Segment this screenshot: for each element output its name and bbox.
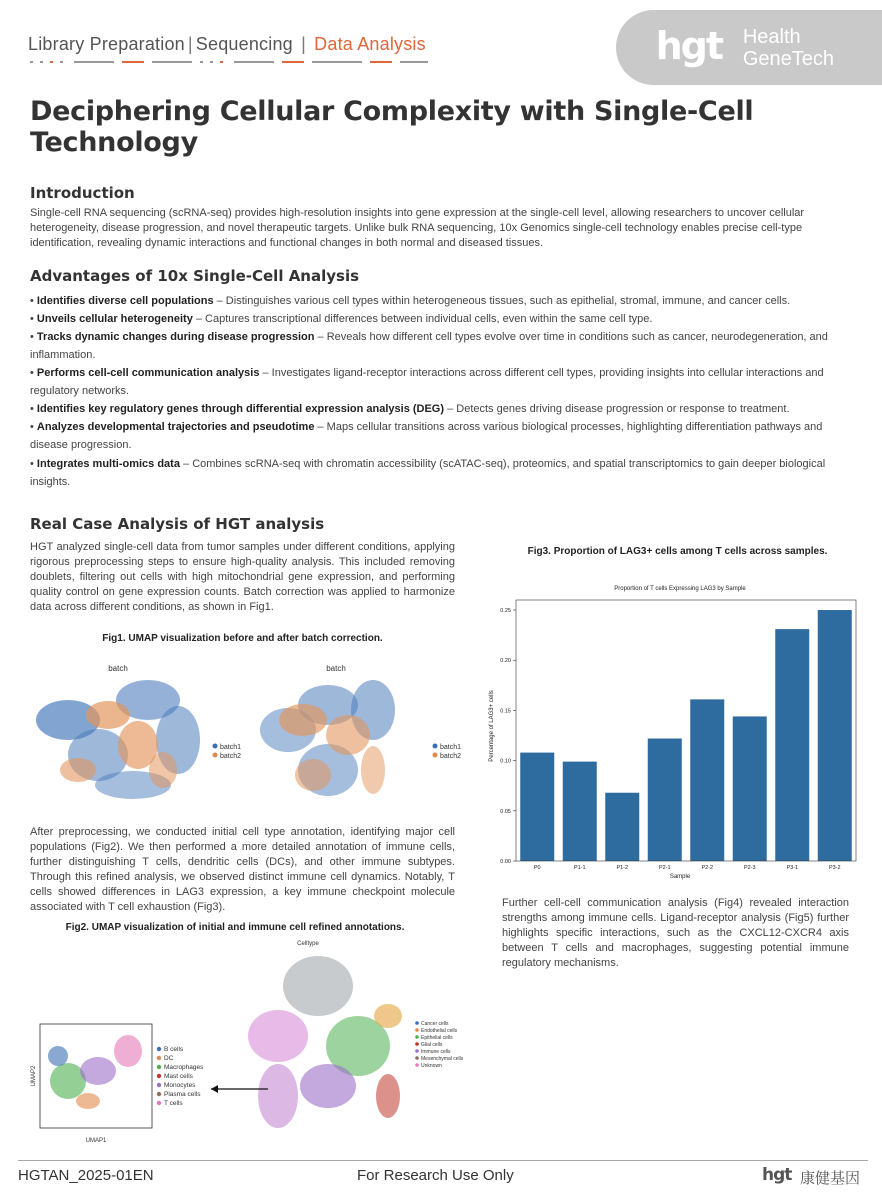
svg-text:Macrophages: Macrophages (164, 1064, 204, 1071)
svg-text:Monocytes: Monocytes (164, 1082, 196, 1089)
fig3-ytick-label: 0.20 (500, 658, 511, 665)
legend-dot-batch1 (433, 744, 438, 749)
fig2-small-umap (40, 1024, 152, 1128)
nav-sep: | (187, 34, 193, 54)
fig3-bar-P2-1 (648, 739, 682, 861)
advantage-item: • Integrates multi-omics data – Combines scRNA-seq with chromatin accessibility (scATAC-seq), proteomics, and spatial transcriptomics to gain deeper biological insights. (30, 458, 826, 488)
fig2-small-legend (157, 1046, 204, 1107)
advantage-item: • Tracks dynamic changes during disease progression – Reveals how different cell types evolve over time in conditions such as cancer, neurodegeneration, and inflammation. (30, 331, 828, 361)
advantage-item: • Analyzes developmental trajectories and pseudotime – Maps cellular transitions across various biological processes, highlighting differentiation pathways and disease progression. (30, 421, 823, 451)
fig3-bar-P1-1 (563, 762, 597, 861)
fig3-bar-P1-2 (605, 793, 639, 861)
case-para-3: Further cell-cell communication analysis (Fig4) revealed interaction strengths among immune cells. Ligand-receptor analysis (Fig5) further highlights specific interactions, such as the CXCL12-CXCR4 axis between T cells and macrophages, suggesting potential immune regulatory mechanisms. (502, 897, 849, 969)
logo-line-1: Health (742, 26, 801, 48)
fig3-ytick-label: 0.15 (500, 708, 511, 715)
fig3-bar-P0 (520, 753, 554, 861)
nav-dash-decoration (30, 60, 430, 64)
fig1-legend-batch2-right: batch2 (440, 753, 462, 760)
logo-line-2: GeneTech (742, 48, 834, 70)
fig1-panel-title-left: batch (108, 664, 128, 673)
advantage-item: • Identifies key regulatory genes through differential expression analysis (DEG) – Detects genes driving disease progression or response to treatment. (30, 403, 790, 415)
company-logo-text (743, 26, 834, 70)
fig3-ytick-label: 0.00 (500, 859, 511, 865)
fig3-xtick-label: P3-2 (828, 865, 841, 871)
nav-sequencing: Sequencing (195, 34, 293, 54)
fig3-xtick-label: P2-1 (658, 865, 671, 871)
fig3-xtick-label: P1-1 (573, 865, 586, 871)
advantages-heading: Advantages of 10x Single-Cell Analysis (30, 267, 360, 285)
fig2-caption: Fig2. UMAP visualization of initial and immune cell refined annotations. (65, 922, 405, 933)
fig1-legend-batch1-right: batch1 (440, 744, 462, 751)
fig3-ytick-label: 0.25 (500, 608, 511, 615)
fig3-ylabel: Percentage of LAG3+ cells (489, 690, 495, 762)
fig3-caption: Fig3. Proportion of LAG3+ cells among T cells across samples. (527, 546, 828, 557)
fig3-xtick-label: P0 (533, 865, 541, 871)
advantage-item: • Performs cell-cell communication analysis – Investigates ligand-receptor interactions across different cell types, providing insights into cellular interactions and regulatory networks. (30, 367, 824, 397)
hgt-logo-mark: hgt (655, 24, 722, 68)
svg-text:Unknown: Unknown (421, 1063, 442, 1069)
nav-sep: | (301, 34, 306, 54)
svg-text:Glial cells: Glial cells (421, 1042, 443, 1048)
fig3-xtick-label: P2-3 (743, 865, 756, 871)
footer-doc-code: HGTAN_2025-01EN (18, 1167, 154, 1184)
fig3-xtick-label: P2-2 (701, 865, 714, 871)
fig3-xtick-label: P3-1 (786, 865, 799, 871)
case-para-2: After preprocessing, we conducted initial cell type annotation, identifying major cell populations (Fig2). We then performed a more detailed annotation of immune cells, further distinguishing T cells, dendritic cells (DCs), and other immune subtypes. Through this refined analysis, we observed distinct immune cell dynamics. Notably, T cells showed differences in LAG3 expression, a key immune checkpoint molecule associated with T cell exhaustion (Fig3). (30, 826, 455, 913)
page-title: Deciphering Cellular Complexity with Single-Cell Technology (30, 96, 754, 158)
fig1-panel-title-right: batch (326, 664, 346, 673)
nav-library-prep: Library Preparation (28, 34, 185, 54)
footer-hgt-logo: hgt (762, 1165, 792, 1185)
intro-text: Single-cell RNA sequencing (scRNA-seq) provides high-resolution insights into gene expression at the single-cell level, allowing researchers to uncover cellular heterogeneity, disease progression, and novel therapeutic targets. Unlike bulk RNA sequencing, 10x Genomics single-cell technology enables precise cell-type identification, revealing dynamic interactions and functional changes in both normal and diseased tissues. (30, 207, 805, 249)
svg-text:Plasma cells: Plasma cells (164, 1091, 201, 1098)
case-heading: Real Case Analysis of HGT analysis (30, 515, 325, 533)
fig3-bar-P2-2 (690, 699, 724, 861)
svg-text:Endothelial cells: Endothelial cells (421, 1028, 458, 1034)
fig1-umap-right (260, 680, 395, 796)
fig3-chart-title: Proportion of T cells Expressing LAG3 by Sample (614, 586, 746, 592)
fig2-xlabel: UMAP1 (85, 1138, 107, 1144)
svg-text:Immune cells: Immune cells (421, 1049, 451, 1055)
case-para-1: HGT analyzed single-cell data from tumor samples under different conditions, applying rigorous preprocessing steps to ensure high-quality analysis. This included removing doublets, filtering out cells with high mitochondrial gene expression, and performing quality control on gene expression counts. Batch correction was applied to harmonize data across different conditions, as shown in Fig1. (30, 541, 455, 613)
svg-text:Cancer cells: Cancer cells (421, 1021, 449, 1027)
fig2-ylabel: UMAP2 (31, 1065, 37, 1087)
fig2-large-umap (248, 956, 402, 1128)
footer-brand: 康健基因 (800, 1170, 861, 1187)
advantage-item: • Identifies diverse cell populations – Distinguishes various cell types within heterogeneous tissues, such as epithelial, stromal, immune, and cancer cells. (30, 295, 791, 307)
advantage-item: • Unveils cellular heterogeneity – Captures transcriptional differences between individual cells, even within the same cell type. (30, 313, 653, 325)
legend-dot-batch2 (213, 753, 218, 758)
fig1-caption: Fig1. UMAP visualization before and after batch correction. (102, 633, 383, 644)
svg-text:DC: DC (164, 1055, 174, 1062)
fig1-legend-batch1: batch1 (220, 744, 242, 751)
fig1-umap-left (36, 680, 200, 799)
svg-text:B cells: B cells (164, 1046, 184, 1053)
fig3-bar-P3-2 (818, 610, 852, 861)
fig2-umap-figure (28, 936, 478, 1146)
legend-dot-batch2 (433, 753, 438, 758)
fig2-arrow-head (211, 1085, 218, 1093)
footer-divider (18, 1160, 868, 1161)
legend-dot-batch1 (213, 744, 218, 749)
fig1-umap-figure (28, 660, 468, 815)
fig1-legend-batch2: batch2 (220, 753, 242, 760)
svg-text:Mast cells: Mast cells (164, 1073, 193, 1080)
svg-text:Mesenchymal cells: Mesenchymal cells (421, 1056, 464, 1062)
fig3-bar-P2-3 (733, 716, 767, 861)
svg-text:T cells: T cells (164, 1100, 183, 1107)
fig3-xtick-label: P1-2 (616, 865, 629, 871)
nav-data-analysis: Data Analysis (314, 34, 426, 54)
fig3-xlabel: Sample (669, 874, 691, 880)
fig3-bar-P3-1 (775, 629, 809, 861)
fig2-title: Celltype (297, 941, 319, 947)
breadcrumb-nav (28, 34, 426, 55)
fig3-ytick-label: 0.05 (500, 808, 511, 815)
fig2-big-legend (415, 1021, 464, 1069)
svg-text:Epithelial cells: Epithelial cells (421, 1035, 453, 1041)
intro-heading: Introduction (30, 184, 135, 202)
fig3-bar-chart (484, 578, 866, 883)
footer-research-note: For Research Use Only (357, 1167, 514, 1184)
fig3-ytick-label: 0.10 (500, 758, 511, 765)
